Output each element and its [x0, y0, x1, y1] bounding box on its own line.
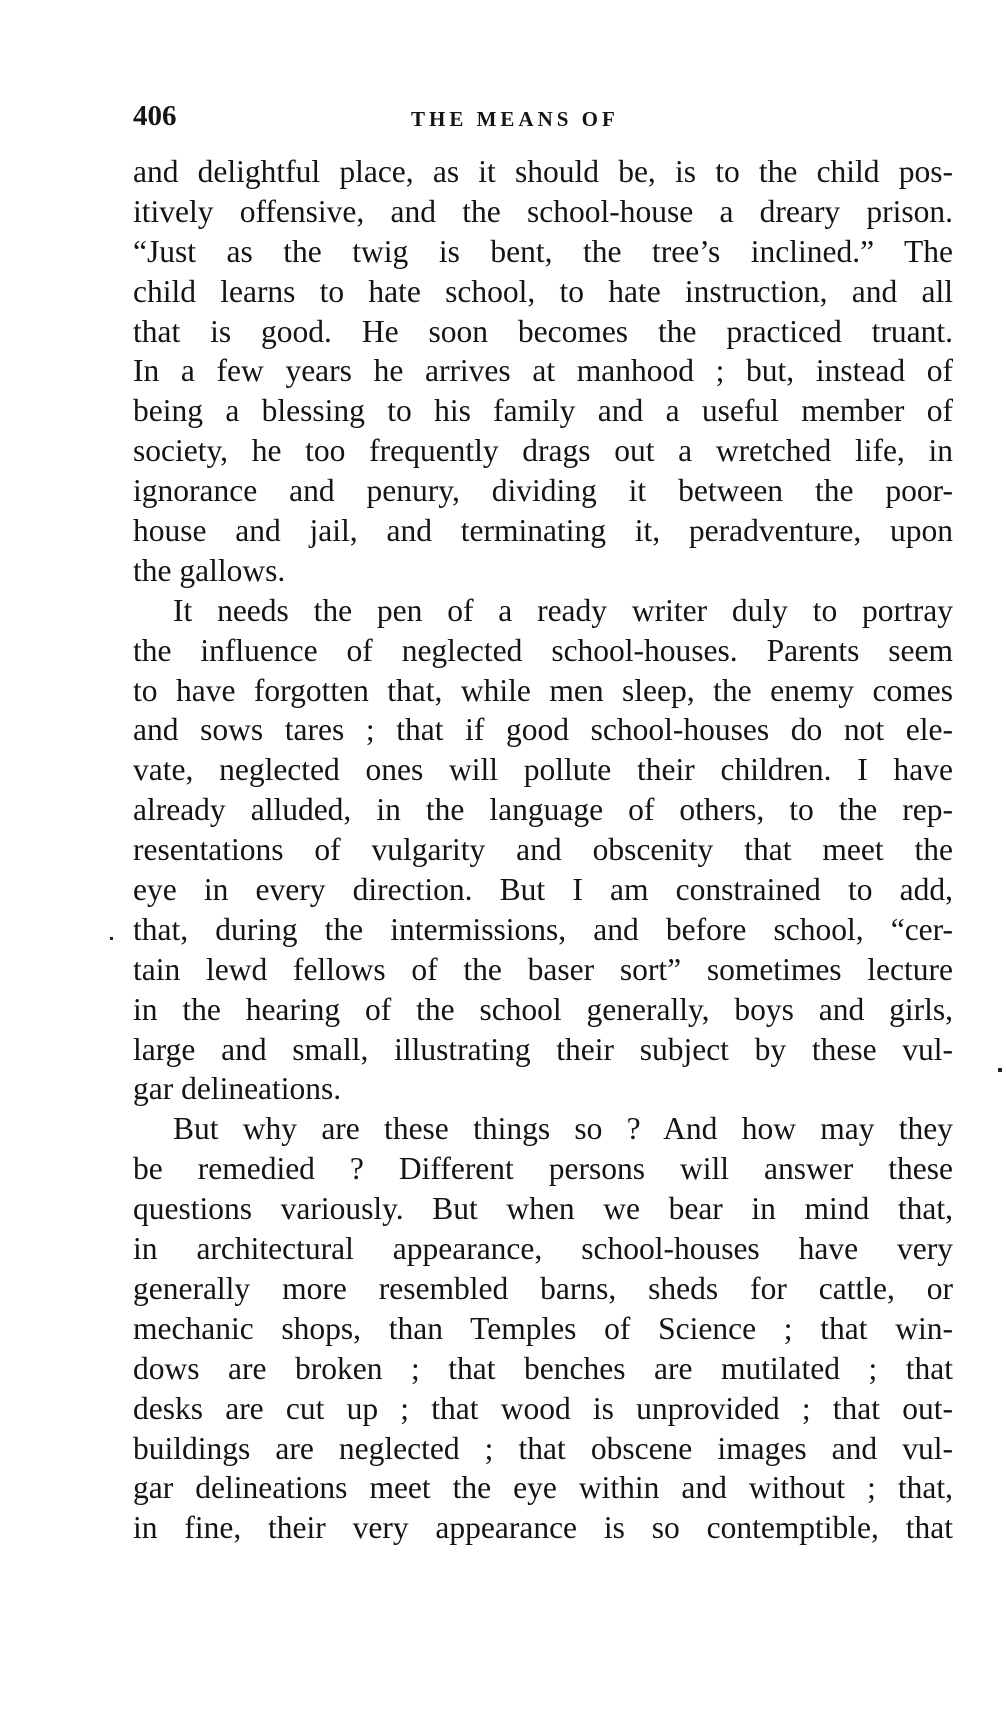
- text-line: eye in every direction. But I am constrained to add,: [133, 872, 953, 908]
- text-line: large and small, illustrating their subject by these vul-: [133, 1031, 953, 1067]
- text-line: to have forgotten that, while men sleep, the enemy comes: [133, 672, 953, 708]
- text-line: desks are cut up ; that wood is unprovided ; that out-: [133, 1390, 953, 1426]
- scan-speck: [110, 937, 113, 940]
- text-line: dows are broken ; that benches are mutilated ; that: [133, 1350, 953, 1386]
- text-line: and sows tares ; that if good school-houses do not ele-: [133, 712, 953, 748]
- text-line: be remedied ? Different persons will answer these: [133, 1151, 953, 1187]
- text-line: gar delineations meet the eye within and without ; that,: [133, 1470, 953, 1506]
- text-line: generally more resembled barns, sheds for cattle, or: [133, 1270, 953, 1306]
- text-line: In a few years he arrives at manhood ; but, instead of: [133, 353, 953, 389]
- text-line: the gallows.: [133, 552, 286, 588]
- text-line: gar delineations.: [133, 1071, 342, 1107]
- body-text: [133, 152, 953, 1548]
- page-number: 406: [133, 100, 177, 132]
- text-line: questions variously. But when we bear in mind that,: [133, 1191, 953, 1227]
- text-line: mechanic shops, than Temples of Science ; that win-: [133, 1310, 953, 1346]
- text-line: It needs the pen of a ready writer duly to portray: [173, 592, 953, 628]
- text-line: child learns to hate school, to hate instruction, and all: [133, 273, 953, 309]
- running-title: THE MEANS OF: [411, 107, 619, 131]
- text-line: in fine, their very appearance is so contemptible, that: [133, 1510, 953, 1546]
- text-line: itively offensive, and the school-house a dreary prison.: [133, 193, 953, 229]
- running-head: [133, 100, 953, 140]
- text-line: that, during the intermissions, and before school, “cer-: [133, 911, 953, 947]
- text-line: resentations of vulgarity and obscenity that meet the: [133, 832, 953, 868]
- text-line: “Just as the twig is bent, the tree’s inclined.” The: [133, 233, 953, 269]
- text-line: being a blessing to his family and a useful member of: [133, 393, 953, 429]
- text-line: already alluded, in the language of others, to the rep-: [133, 792, 953, 828]
- scan-speck: [998, 1068, 1002, 1072]
- text-line: house and jail, and terminating it, peradventure, upon: [133, 513, 953, 549]
- text-line: in architectural appearance, school-houses have very: [133, 1231, 953, 1267]
- text-line: and delightful place, as it should be, is to the child pos-: [133, 154, 953, 189]
- text-line: in the hearing of the school generally, boys and girls,: [133, 991, 953, 1027]
- text-line: tain lewd fellows of the baser sort” sometimes lecture: [133, 951, 953, 987]
- text-line: that is good. He soon becomes the practiced truant.: [133, 313, 953, 349]
- text-line: But why are these things so ? And how may they: [173, 1111, 953, 1147]
- text-line: ignorance and penury, dividing it between the poor-: [133, 473, 953, 509]
- text-line: buildings are neglected ; that obscene images and vul-: [133, 1430, 953, 1466]
- text-line: vate, neglected ones will pollute their children. I have: [133, 752, 953, 788]
- text-line: society, he too frequently drags out a wretched life, in: [133, 433, 953, 469]
- text-line: the influence of neglected school-houses. Parents seem: [133, 632, 953, 668]
